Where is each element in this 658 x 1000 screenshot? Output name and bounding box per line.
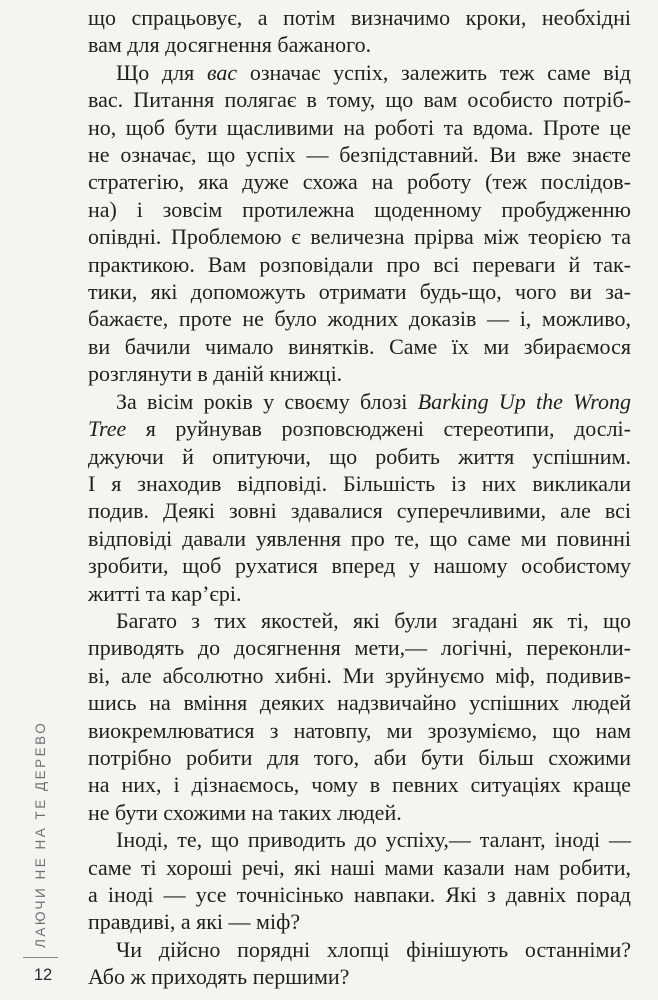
text-segment: житті та кар’єрі.: [88, 580, 242, 606]
text-line: [88, 141, 631, 168]
text-segment: Багато з тих якостей, які були згадані як ті, що: [116, 607, 631, 633]
text-line: [88, 552, 631, 579]
text-line: [88, 86, 631, 113]
text-segment: а іноді — усе точнісінько навпаки. Які з давніх порад: [88, 882, 631, 907]
paragraph: [88, 4, 631, 59]
paragraph: [88, 936, 631, 991]
text-line: [88, 580, 631, 607]
text-line: [88, 223, 631, 250]
paragraph: [88, 388, 631, 607]
text-segment: вас. Питання полягає в тому, що вам особисто потріб-: [88, 87, 631, 113]
text-segment: Що для: [116, 59, 207, 85]
text-line: [88, 31, 631, 58]
text-line: [88, 360, 631, 387]
text-segment: відповіді давали уявлення про те, що саме ми повинні: [88, 525, 631, 551]
body-text: [88, 4, 631, 991]
text-segment: на них, і дізнаємось, чому в певних ситуаціях краще: [88, 772, 631, 798]
italic-text: вас: [206, 59, 238, 85]
text-segment: я руйнував розповсюджені стереотипи, дослі-: [126, 416, 631, 442]
text-segment: но, щоб бути щасливими на роботі та вдома. Проте це: [88, 114, 631, 140]
text-segment: потрібно робити для того, аби бути більш схожими: [88, 744, 631, 770]
text-line: [88, 59, 631, 86]
paragraph: [88, 826, 631, 936]
text-line: [88, 717, 631, 744]
text-line: [88, 689, 631, 716]
text-segment: Чи дійсно порядні хлопці фінішують останніми?: [116, 936, 631, 962]
text-segment: шись на вміння деяких надзвичайно успішних людей: [88, 690, 631, 716]
text-segment: практикою. Вам розповідали про всі переваги й так-: [88, 251, 631, 277]
paragraph: [88, 59, 631, 388]
text-segment: ві, але абсолютно хибні. Ми зруйнуємо міф, подивив-: [88, 662, 631, 688]
text-segment: на) і зовсім протилежна щоденному пробудженню: [88, 196, 631, 222]
text-segment: що спрацьовує, а потім визначимо кроки, необхідні: [88, 5, 631, 30]
text-line: [88, 908, 631, 935]
text-line: [88, 388, 631, 415]
text-segment: зробити, щоб рухатися вперед у нашому особистому: [88, 553, 631, 579]
text-line: [88, 744, 631, 771]
text-line: [88, 771, 631, 798]
paragraph: [88, 607, 631, 826]
text-line: [88, 963, 631, 990]
text-line: [88, 826, 631, 853]
page-number: 12: [33, 966, 53, 984]
text-segment: не бути схожими на таких людей.: [88, 799, 402, 825]
text-segment: приводять до досягнення мети,— логічні, переконли-: [88, 635, 631, 661]
text-line: [88, 305, 631, 332]
text-segment: тики, які допоможуть отримати будь-що, чого ви за-: [88, 279, 631, 305]
text-segment: опівдні. Проблемою є величезна прірва між теорією та: [88, 224, 631, 250]
text-line: [88, 799, 631, 826]
text-line: [88, 470, 631, 497]
running-book-title: ЛАЮЧИ НЕ НА ТЕ ДЕРЕВО: [33, 720, 48, 948]
text-line: [88, 333, 631, 360]
text-line: [88, 936, 631, 963]
text-segment: бажаєте, проте не було жодних доказів — і, можливо,: [88, 306, 631, 332]
text-segment: не означає, що успіх — безпідставний. Ви вже знаєте: [88, 142, 631, 168]
text-line: [88, 4, 631, 31]
text-line: [88, 634, 631, 661]
text-segment: Іноді, те, що приводить до успіху,— талант, іноді —: [116, 827, 631, 853]
text-segment: За вісім років у своєму блозі: [116, 388, 418, 414]
text-segment: І я знаходив відповіді. Більшість із них викликали: [88, 470, 631, 496]
footer-rule: [23, 957, 58, 958]
text-segment: джуючи й опитуючи, що робить життя успішним.: [88, 443, 631, 469]
text-line: [88, 607, 631, 634]
text-segment: саме ті хороші речі, які наші мами казали нам робити,: [88, 854, 631, 880]
text-segment: розглянути в даній книжці.: [88, 361, 343, 387]
text-segment: подив. Деякі зовні здавалися суперечливими, але всі: [88, 498, 631, 524]
text-line: [88, 525, 631, 552]
text-line: [88, 415, 631, 442]
text-line: [88, 443, 631, 470]
text-line: [88, 854, 631, 881]
text-line: [88, 196, 631, 223]
text-line: [88, 278, 631, 305]
text-line: [88, 662, 631, 689]
text-segment: означає успіх, залежить теж саме від: [237, 59, 631, 85]
text-line: [88, 168, 631, 195]
text-segment: ви бачили чимало винятків. Саме їх ми збираємося: [88, 333, 631, 359]
text-segment: Або ж приходять першими?: [88, 964, 350, 990]
text-segment: правдиві, а які — міф?: [88, 909, 301, 935]
text-segment: стратегію, яка дуже схожа на роботу (теж послідов-: [88, 169, 631, 195]
italic-text: Tree: [88, 416, 127, 442]
text-line: [88, 114, 631, 141]
text-line: [88, 881, 631, 908]
italic-text: Barking Up the Wrong: [417, 388, 631, 414]
text-line: [88, 497, 631, 524]
text-segment: вам для досягнення бажаного.: [88, 32, 372, 58]
text-segment: виокремлюватися з натовпу, ми зрозуміємо, що нам: [88, 717, 631, 743]
text-line: [88, 251, 631, 278]
